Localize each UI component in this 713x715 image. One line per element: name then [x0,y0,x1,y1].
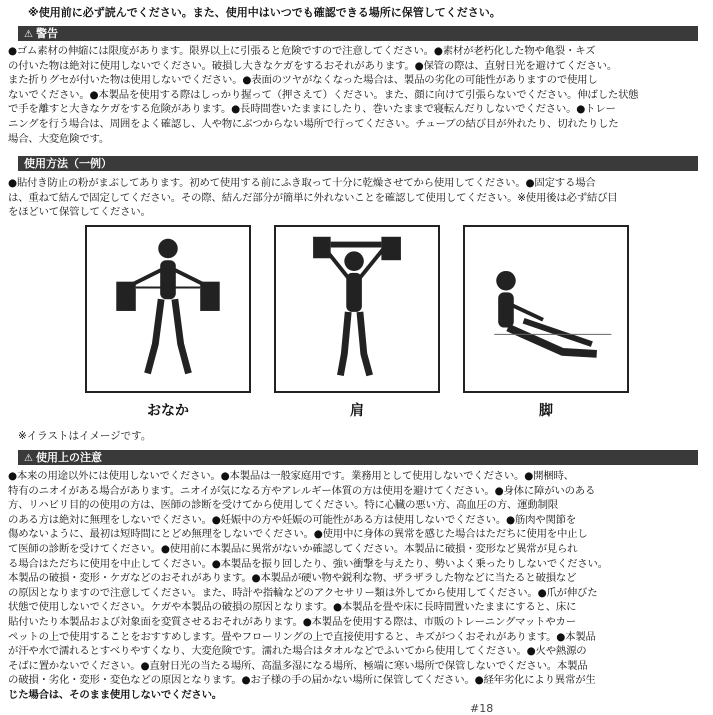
warning-title: 警告 [35,27,58,40]
caution-line: 傷めないように、最初は短時間にとどめ無理をしないでください。●使用中に身体の異常を感じた場合はただちに使用を中止し [8,528,588,541]
usage-line: ●貼付き防止の粉がまぶしてあります。初めて使用する前にふき取って十分に乾燥させてから使用してください。●固定する場合 [8,177,596,189]
usage-line: は、重ねて結んで固定してください。その際、結んだ部分が簡単に外れないことを確認して使用してください。※使用後は必ず結び目 [8,191,618,204]
caution-line: の原因となりますので注意してください。また、時計や指輪などのアクセサリー類は外してから使用してください。●爪が伸びた [8,586,598,599]
caution-title: 使用上の注意 [35,451,102,464]
top-note: ※使用前に必ず読んでください。また、使用中はいつでも確認できる場所に保管してください。 [28,6,501,19]
shoulder-exercise-illustration-icon [274,225,440,393]
warning-line: また折りグセが付いた物は使用しないでください。●表面のツヤがなくなった場合は、製品の劣化の可能性がありますので使用し [8,74,598,87]
warning-line: 場合、大変危険です。 [8,132,110,145]
warning-text [8,44,705,146]
warning-line: ニングを行う場合は、周囲をよく確認し、人や物にぶつからない場所で行ってください。チューブの結び目が外れたり、切れたりした [8,117,619,130]
caution-text [8,469,705,703]
illustration-caption: おなか [147,403,189,419]
caution-line: のある方は絶対に無理をしないでください。●妊娠中の方や妊娠の可能性がある方は使用しないでください。●筋肉や関節を [8,513,577,526]
warning-line: で手を離すと大きなケガをする危険があります。●長時間巻いたままにしたり、巻いたままで寝転んだりしないでください。●トレー [8,103,616,116]
usage-text [8,176,705,220]
caution-line: る場合はただちに使用を中止してください。●本製品を振り回したり、強い衝撃を与えたり、勢いよく乗ったりしないでください。 [8,557,608,570]
caution-line: そばに置かないでください。●直射日光の当たる場所、高温多湿になる場所、極端に寒い場所で保管しないでください。本製品 [8,659,588,672]
warning-line: の付いた物は絶対に使用しないでください。破損し大きなケガをするおそれがあります。●保管の際は、直射日光を避けてください。 [8,59,618,72]
caution-line: 特有のニオイがある場合があります。ニオイが気になる方やアレルギー体質の方は使用を避けてください。●身体に障がいのある [8,484,596,497]
caution-line: 方、リハビリ目的の使用の方は、医師の診断を受けてから使用してください。特に心臓の悪い方、高血圧の方、運動制限 [8,499,558,512]
warning-icon: ⚠ [24,29,33,40]
illustration-note: ※イラストはイメージです。 [18,430,152,442]
caution-line: が汗や水で濡れるとすべりやすくなり、大変危険です。濡れた場合はタオルなどでふいてから使用してください。●火や熱源の [8,645,587,658]
page-number: #18 [470,702,494,715]
usage-line: をほどいて保管してください。 [8,206,151,219]
warning-line: ないでください。●本製品を使用する際はしっかり握って（押さえて）ください。また、顔に向けて引張らないでください。伸ばした状態 [8,88,639,101]
usage-title: 使用方法（一例） [24,157,112,170]
caution-header [18,450,698,465]
caution-line: 貼付いたり本製品および対象面を変質させるおそれがあります。●本製品を使用する際は、市販のトレーニングマットやカー [8,615,576,628]
usage-header [18,156,698,171]
warning-icon: ⚠ [24,453,33,464]
illustration-caption: 脚 [539,403,553,419]
stomach-exercise-illustration-icon [85,225,251,393]
illustration-caption: 肩 [350,403,364,419]
caution-line: の破損・劣化・変形・変色などの原因となります。●お子様の手の届かない場所に保管してください。●経年劣化により異常が生 [8,674,596,687]
caution-line: 状態で使用しないでください。ケガや本製品の破損の原因となります。●本製品を畳や床に長時間置いたままにすると、床に [8,601,577,614]
warning-header [18,26,698,41]
caution-line: て医師の診断を受けてください。●使用前に本製品に異常がないか確認してください。本製品に破損・変形など異常が見られ [8,542,578,555]
caution-line: ●本来の用途以外には使用しないでください。●本製品は一般家庭用です。業務用として使用しないでください。●開梱時、 [8,470,574,482]
caution-line: 本製品の破損・変形・ケガなどのおそれがあります。●本製品が硬い物や鋭利な物、ザラザラした物などに当たると破損など [8,572,577,585]
warning-line: ●ゴム素材の伸縮には限度があります。限界以上に引張ると危険ですので注意してください。●素材が老朽化した物や亀裂・キズ [8,45,596,57]
leg-exercise-illustration-icon [463,225,629,393]
caution-line: ペットの上で使用することをおすすめします。畳やフローリングの上で直接使用すると、キズがつくおそれがあります。●本製品 [8,630,596,643]
caution-line: じた場合は、そのまま使用しないでください。 [8,688,223,701]
